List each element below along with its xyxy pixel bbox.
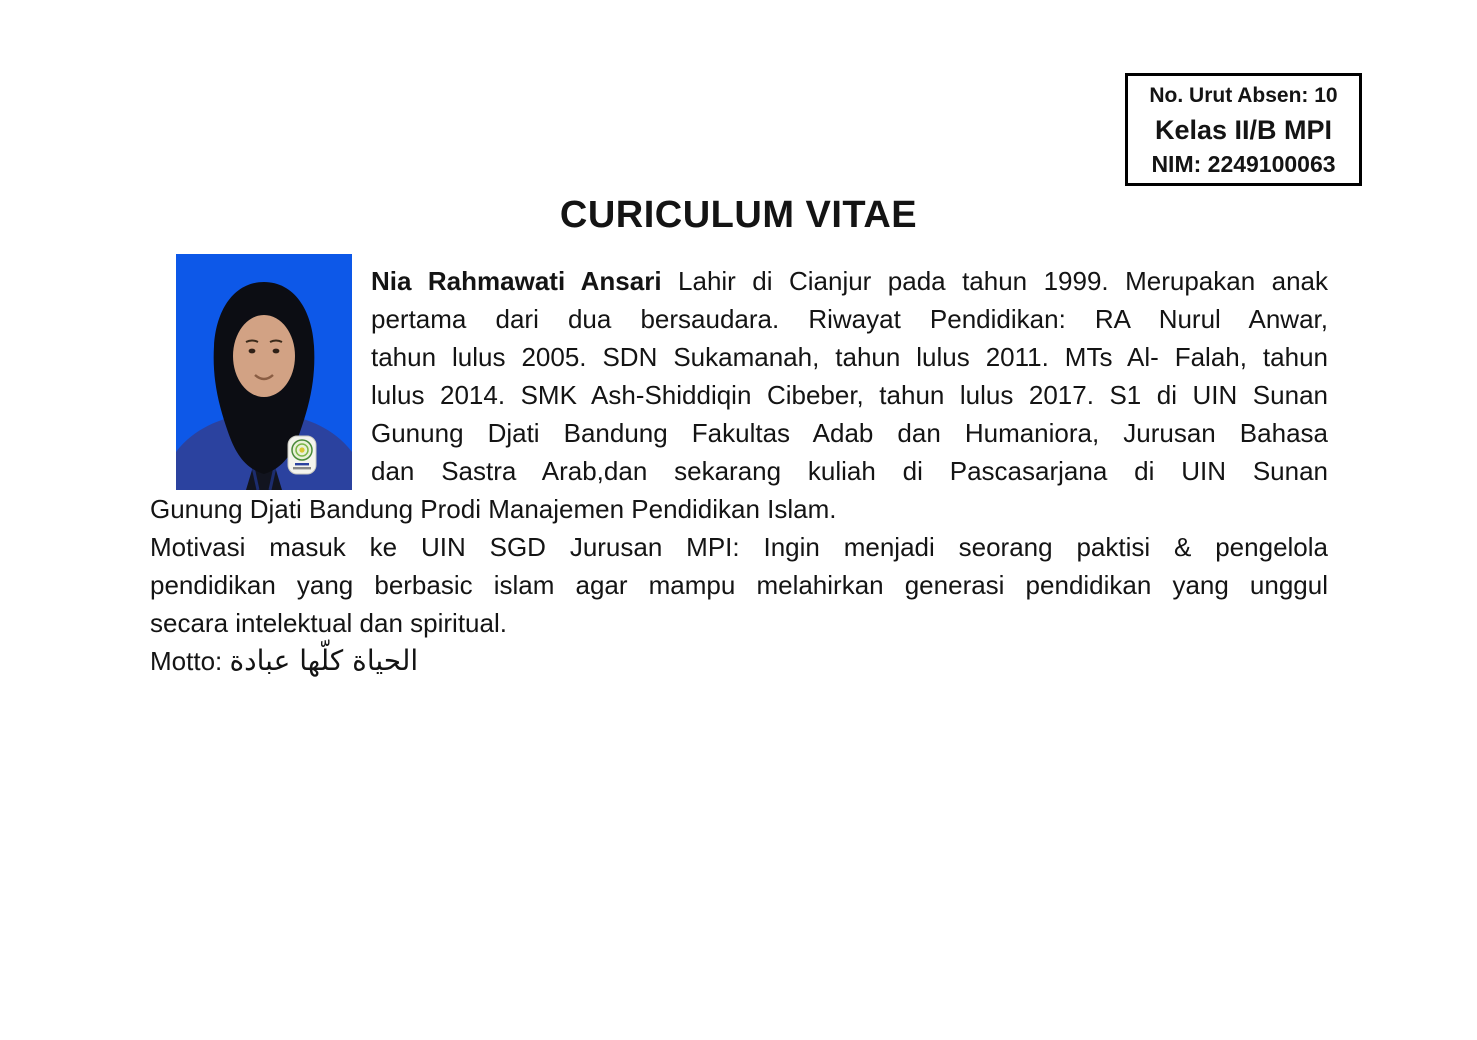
text-line-rest: Lahir di Cianjur pada tahun 1999. Merupakan anak xyxy=(661,266,1328,296)
motto-arabic-text: الحياة كلّها عبادة xyxy=(229,644,419,677)
text-line: secara intelektual dan spiritual. xyxy=(150,608,507,638)
person-name: Nia Rahmawati Ansari xyxy=(371,266,662,296)
motto-line xyxy=(150,642,1328,680)
absence-number: No. Urut Absen: 10 xyxy=(1149,83,1338,107)
body-text xyxy=(150,262,1328,680)
portrait-photo xyxy=(176,254,352,490)
text-line: Gunung Djati Bandung Fakultas Adab dan Humaniora, Jurusan Bahasa xyxy=(371,418,1328,448)
text-line: Gunung Djati Bandung Prodi Manajemen Pendidikan Islam. xyxy=(150,494,837,524)
face-shape xyxy=(233,315,295,397)
text-line: lulus 2014. SMK Ash-Shiddiqin Cibeber, tahun lulus 2017. S1 di UIN Sunan xyxy=(371,380,1328,410)
nim-number: NIM: 2249100063 xyxy=(1151,150,1336,177)
text-line: tahun lulus 2005. SDN Sukamanah, tahun lulus 2011. MTs Al- Falah, tahun xyxy=(371,342,1328,372)
text-line: pertama dari dua bersaudara. Riwayat Pendidikan: RA Nurul Anwar, xyxy=(371,304,1328,334)
text-line: pendidikan yang berbasic islam agar mampu melahirkan generasi pendidikan yang unggul xyxy=(150,570,1328,600)
uin-badge-icon xyxy=(288,436,316,474)
student-info-box xyxy=(1125,73,1362,186)
text-line: Motivasi masuk ke UIN SGD Jurusan MPI: Ingin menjadi seorang paktisi & pengelola xyxy=(150,532,1328,562)
text-line: dan Sastra Arab,dan sekarang kuliah di Pascasarjana di UIN Sunan xyxy=(371,456,1328,486)
class-label: Kelas II/B MPI xyxy=(1154,114,1333,145)
motto-label: Motto: xyxy=(150,646,230,676)
page-title: CURICULUM VITAE xyxy=(559,194,918,236)
